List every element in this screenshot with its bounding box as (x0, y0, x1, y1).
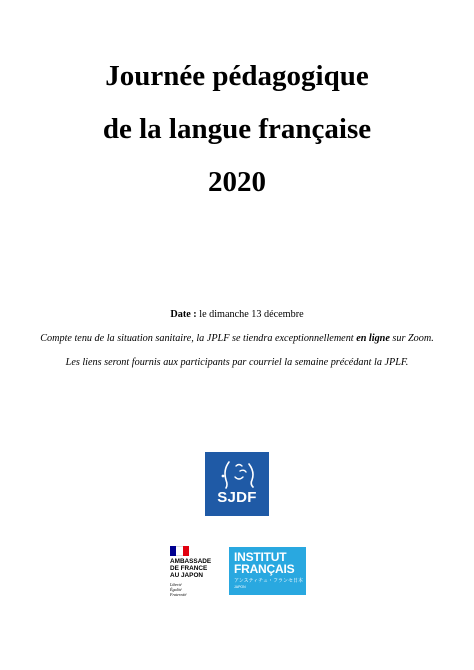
date-label: Date : (170, 309, 197, 320)
date-value: le dimanche 13 décembre (196, 309, 304, 320)
links-note: Les liens seront fournis aux participants par courriel la semaine précédant la JPLF. (65, 357, 409, 368)
motto-fraternite: Fraternité (170, 592, 187, 597)
notice-text-after: sur Zoom. (389, 333, 434, 344)
ambassade-logo (170, 546, 230, 602)
motto-egalite: Égalité (170, 587, 182, 592)
institut-line-1: INSTITUT (234, 550, 287, 564)
title-year: 2020 (208, 166, 266, 198)
title-line-2: de la langue française (102, 113, 372, 145)
french-flag-icon (170, 546, 189, 556)
sjdf-label: SJDF (217, 489, 257, 506)
ambassade-line-2: DE FRANCE (170, 565, 208, 573)
notice-emphasis: en ligne (356, 333, 390, 344)
ambassade-line-1: AMBASSADE (170, 558, 212, 565)
institut-sub: JAPON (234, 585, 246, 589)
institut-francais-logo (229, 547, 306, 595)
notice-text-before: Compte tenu de la situation sanitaire, la JPLF se tiendra exceptionnellement (40, 333, 357, 344)
sjdf-logo (205, 452, 269, 516)
title-line-1: Journée pédagogique (105, 60, 369, 92)
ambassade-name (170, 558, 211, 580)
date-line (0, 308, 474, 321)
ambassade-line-3: AU JAPON (170, 572, 204, 580)
republic-motto (170, 582, 186, 597)
sjdf-face-icon (205, 452, 269, 516)
online-notice (0, 332, 474, 345)
institut-line-2: FRANÇAIS (234, 562, 295, 576)
institut-japanese: アンスティチュ・フランセ日本 (234, 578, 304, 584)
motto-liberte: Liberté (170, 582, 182, 587)
